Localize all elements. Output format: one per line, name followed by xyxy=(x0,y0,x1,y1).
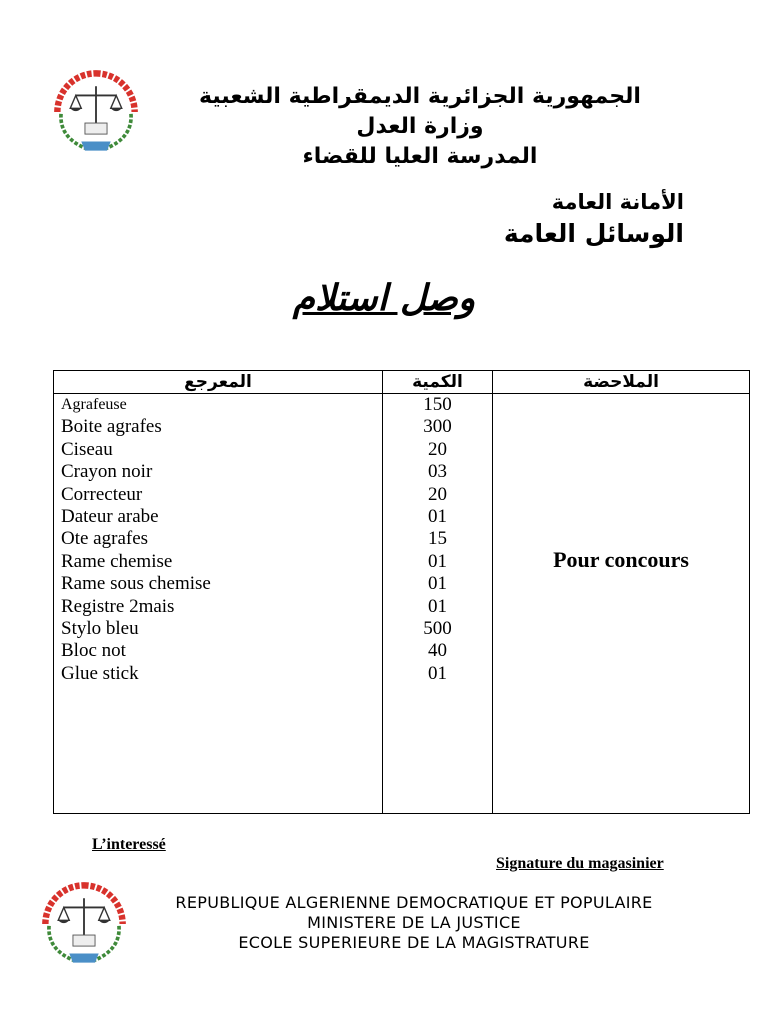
quantity-value: 300 xyxy=(423,416,452,438)
header-republic: الجمهورية الجزائرية الديمقراطية الشعبية xyxy=(199,84,641,109)
list-item: Rame sous chemise xyxy=(61,573,211,595)
header-items: المعرجع xyxy=(54,371,383,394)
header-ministry: وزارة العدل xyxy=(356,114,484,139)
quantity-value: 20 xyxy=(428,483,447,505)
items-column xyxy=(54,394,383,814)
list-item: Dateur arabe xyxy=(61,506,159,528)
list-item: Ote agrafes xyxy=(61,528,149,550)
header-school: المدرسة العليا للقضاء xyxy=(302,144,538,169)
storekeeper-signature-label: Signature du magasinier xyxy=(496,855,664,872)
quantity-value: 150 xyxy=(423,394,452,415)
table-header-row xyxy=(54,371,750,394)
quantity-value: 01 xyxy=(428,506,447,528)
quantity-value: 15 xyxy=(428,528,447,550)
footer-school: ECOLE SUPERIEURE DE LA MAGISTRATURE xyxy=(238,933,590,952)
quantity-value: 01 xyxy=(428,595,447,617)
list-item: Boite agrafes xyxy=(61,416,162,438)
quantity-value: 01 xyxy=(428,662,447,684)
list-item: Ciseau xyxy=(61,438,113,460)
list-item: Rame chemise xyxy=(61,550,173,572)
footer-republic: REPUBLIQUE ALGERIENNE DEMOCRATIQUE ET POPULAIRE xyxy=(175,893,653,912)
quantity-value: 01 xyxy=(428,573,447,595)
list-item: Glue stick xyxy=(61,662,139,684)
list-item: Stylo bleu xyxy=(61,618,139,640)
list-item: Registre 2mais xyxy=(61,595,175,617)
document-title: وصل استلام xyxy=(292,278,476,319)
list-item: Bloc not xyxy=(61,640,126,662)
list-item: Crayon noir xyxy=(61,461,153,483)
quantity-value: 40 xyxy=(428,640,447,662)
quantity-column xyxy=(383,394,493,814)
list-item: Correcteur xyxy=(61,483,143,505)
quantity-value: 20 xyxy=(428,438,447,460)
school-emblem-logo xyxy=(50,66,142,158)
list-item: Agrafeuse xyxy=(61,396,127,413)
footer-ministry: MINISTERE DE LA JUSTICE xyxy=(307,913,521,932)
note-text: Pour concours xyxy=(493,394,750,814)
table-body-row xyxy=(54,394,750,814)
header-department: الوسائل العامة xyxy=(503,219,684,248)
quantity-value: 03 xyxy=(428,461,447,483)
header-notes: الملاحضة xyxy=(493,371,750,394)
quantity-value: 500 xyxy=(423,618,452,640)
quantity-value: 01 xyxy=(428,550,447,572)
interested-signature-label: L’interessé xyxy=(92,836,166,853)
receipt-table xyxy=(53,370,750,814)
header-quantity: الكمية xyxy=(383,371,493,394)
school-emblem-logo xyxy=(38,878,130,970)
header-secretariat: الأمانة العامة xyxy=(551,190,684,214)
